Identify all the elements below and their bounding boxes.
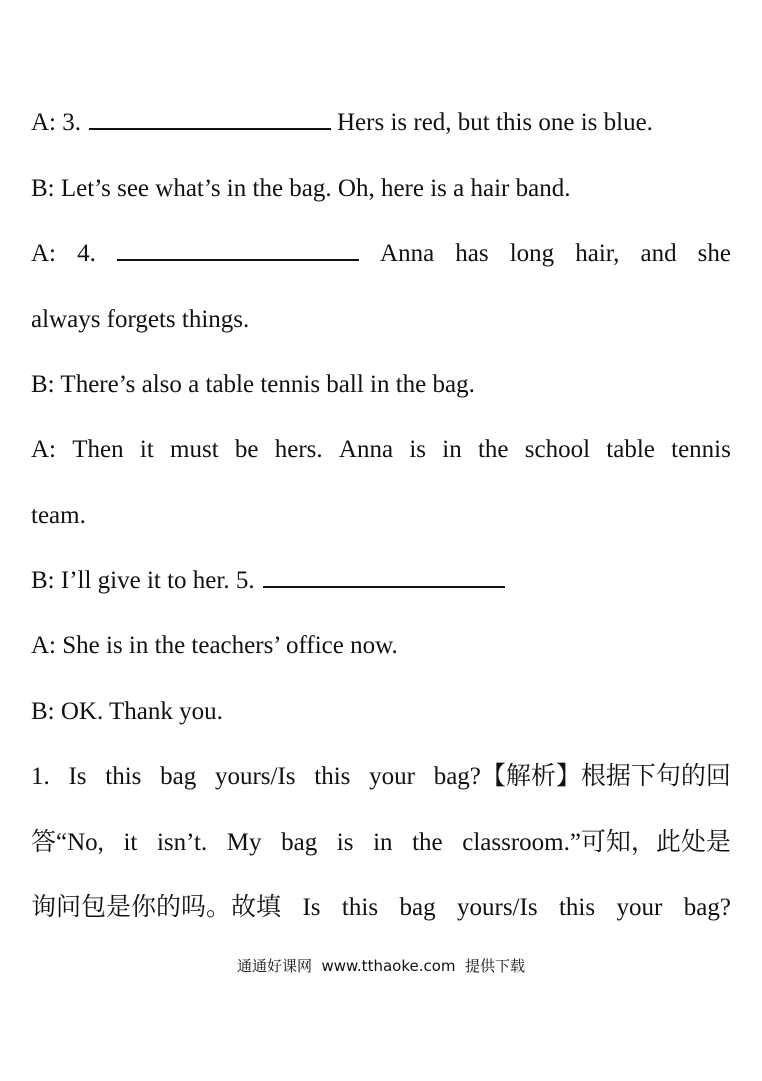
word: A: — [31, 436, 56, 463]
dialogue-line-b5 — [31, 566, 731, 596]
answer-blank-3 — [89, 108, 331, 130]
word: tennis — [671, 436, 731, 463]
word: your — [369, 763, 415, 790]
word: 4. — [77, 240, 96, 267]
word: bag — [399, 894, 436, 921]
word: the — [412, 829, 443, 856]
word: 答“No, — [31, 829, 104, 856]
word: yours/Is — [457, 894, 538, 921]
word: 询问包是你的吗。故填 — [31, 894, 282, 921]
answer-blank-5 — [263, 566, 505, 588]
word: in — [442, 436, 462, 463]
word: Anna — [338, 436, 394, 463]
word: be — [234, 436, 259, 463]
answer-line-3 — [31, 893, 731, 923]
line-suffix: Hers is red, but this one is blue. — [337, 109, 653, 136]
word: hers. — [274, 436, 323, 463]
word: Is — [68, 763, 87, 790]
word: isn’t. — [156, 829, 208, 856]
line-prefix: A: 3. — [31, 109, 81, 136]
dialogue-line-a3 — [31, 108, 731, 138]
dialogue-line-b-table-tennis-ball: B: There’s also a table tennis ball in the bag. — [31, 371, 475, 398]
word: this — [341, 894, 379, 921]
dialogue-line-a4 — [31, 239, 731, 269]
word: she — [697, 240, 731, 267]
word: it — [123, 829, 138, 856]
dialogue-line-continuation: always forgets things. — [31, 306, 250, 333]
word: Anna — [380, 240, 435, 267]
word: the — [477, 436, 509, 463]
word: bag?【解析】根据下句的回 — [433, 763, 731, 790]
word: yours/Is — [214, 763, 296, 790]
word: has — [455, 240, 489, 267]
word: bag — [160, 763, 197, 790]
word: is — [336, 829, 354, 856]
word: table — [606, 436, 655, 463]
dialogue-line-continuation: team. — [31, 502, 86, 529]
word: Is — [302, 894, 321, 921]
dialogue-line-b-hair-band: B: Let’s see what’s in the bag. Oh, here is a hair band. — [31, 175, 571, 202]
word: this — [558, 894, 596, 921]
word: My — [226, 829, 262, 856]
word: Then — [72, 436, 124, 463]
word: bag — [281, 829, 318, 856]
word: your — [616, 894, 663, 921]
word: this — [105, 763, 142, 790]
dialogue-line-a-then — [31, 435, 731, 465]
word: 1. — [31, 763, 50, 790]
answer-line-1 — [31, 762, 731, 792]
word: bag? — [683, 894, 731, 921]
answer-blank-4 — [117, 239, 359, 261]
dialogue-line-a-office: A: She is in the teachers’ office now. — [31, 632, 398, 659]
word: long — [509, 240, 555, 267]
word: school — [524, 436, 591, 463]
word: must — [170, 436, 219, 463]
page-footer: 通通好课网 www.tthaoke.com 提供下载 — [236, 957, 526, 975]
word: hair, — [575, 240, 620, 267]
word: it — [139, 436, 154, 463]
word: A: — [31, 240, 56, 267]
word: and — [640, 240, 677, 267]
answer-line-2 — [31, 828, 731, 858]
word: is — [409, 436, 427, 463]
line-prefix: B: I’ll give it to her. 5. — [31, 567, 255, 594]
dialogue-line-b-thanks: B: OK. Thank you. — [31, 698, 223, 725]
word: classroom.”可知，此处是 — [462, 829, 731, 856]
word: in — [373, 829, 393, 856]
word: this — [314, 763, 351, 790]
